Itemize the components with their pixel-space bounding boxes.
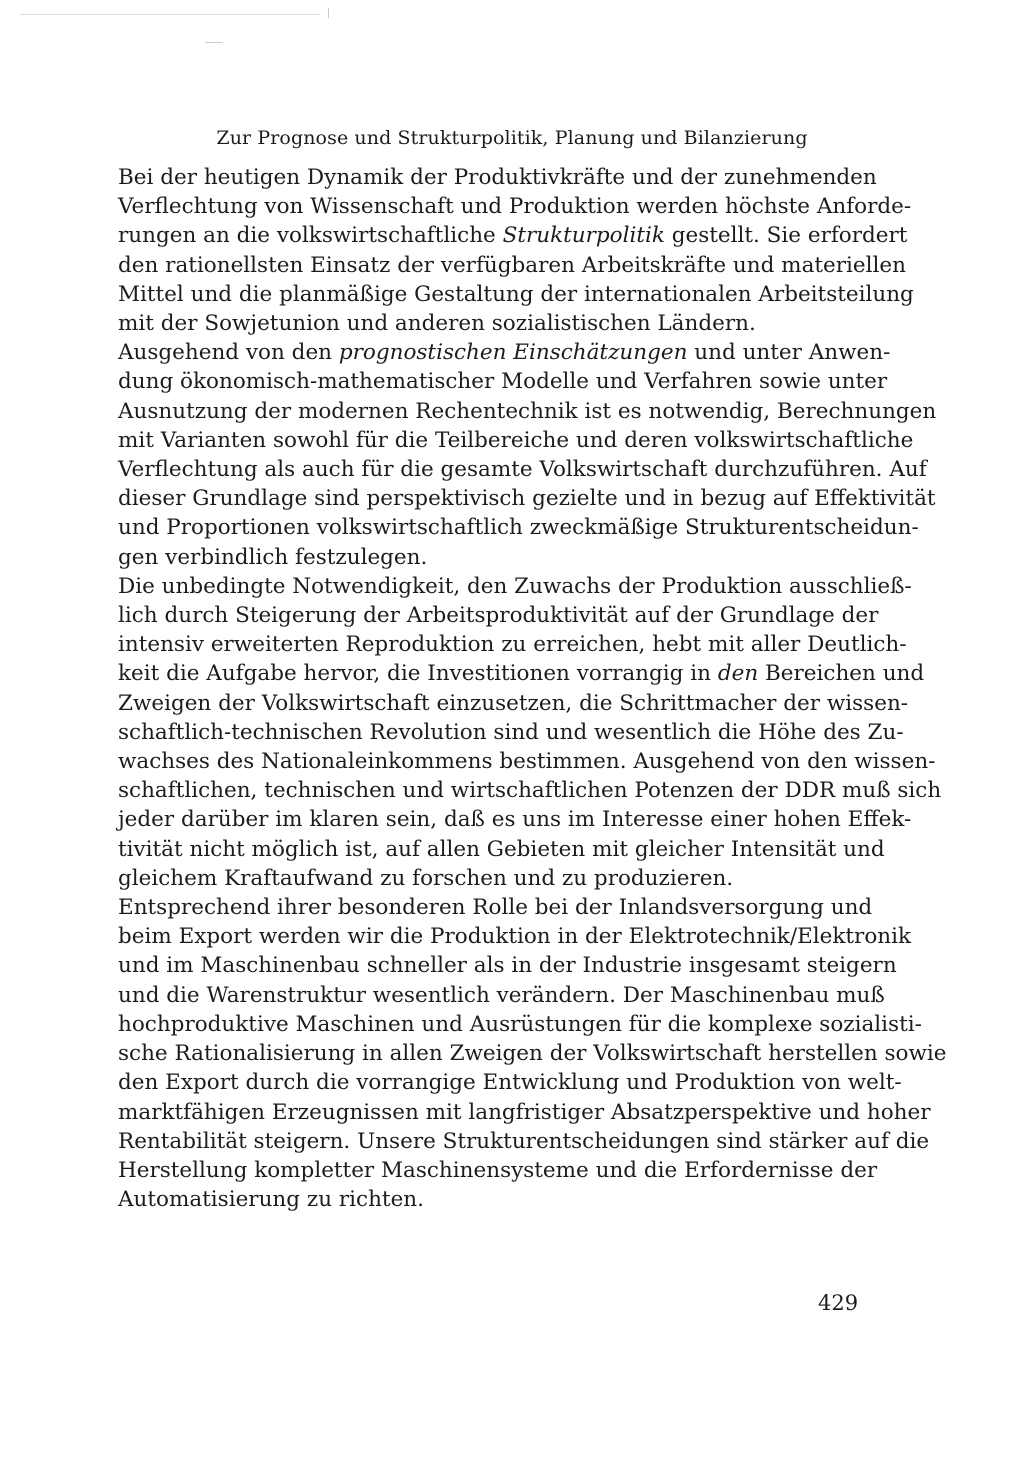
- text-line: und im Maschinenbau schneller als in der Industrie insgesamt steigern: [118, 953, 897, 979]
- text-line: jeder darüber im klaren sein, daß es uns im Interesse einer hohen Effek-: [118, 807, 912, 833]
- text-line: Ausnutzung der modernen Rechentechnik ist es notwendig, Berechnungen: [118, 398, 937, 424]
- scan-artifact-top-tick: [328, 8, 329, 18]
- running-header: Zur Prognose und Strukturpolitik, Planung und Bilanzierung: [216, 127, 808, 149]
- text-line: hochproduktive Maschinen und Ausrüstungen für die komplexe sozialisti-: [118, 1011, 922, 1037]
- text-line: Die unbedingte Notwendigkeit, den Zuwachs der Produktion ausschließ-: [118, 573, 912, 599]
- text-line: rungen an die volkswirtschaftliche Strukturpolitik gestellt. Sie erfordert: [118, 223, 908, 249]
- scan-artifact-dash: [205, 42, 223, 43]
- text-line: wachses des Nationaleinkommens bestimmen. Ausgehend von den wissen-: [118, 749, 936, 775]
- text-line: und Proportionen volkswirtschaftlich zweckmäßige Strukturentscheidun-: [118, 515, 919, 541]
- text-line: den Export durch die vorrangige Entwicklung und Produktion von welt-: [118, 1070, 902, 1096]
- text-line: den rationellsten Einsatz der verfügbaren Arbeitskräfte und materiellen: [118, 252, 906, 278]
- text-line: beim Export werden wir die Produktion in der Elektrotechnik/Elektronik: [118, 924, 912, 950]
- text-line: tivität nicht möglich ist, auf allen Gebieten mit gleicher Intensität und: [118, 836, 885, 862]
- text-line: Mittel und die planmäßige Gestaltung der internationalen Arbeitsteilung: [118, 281, 914, 307]
- text-line: sche Rationalisierung in allen Zweigen der Volkswirtschaft herstellen sowie: [118, 1041, 947, 1067]
- body-text: [118, 163, 947, 1214]
- paragraph: [118, 338, 937, 572]
- text-line: schaftlich-technischen Revolution sind und wesentlich die Höhe des Zu-: [118, 719, 904, 745]
- text-line: Zweigen der Volkswirtschaft einzusetzen, die Schrittmacher der wissen-: [118, 690, 909, 716]
- text-line: gen verbindlich festzulegen.: [118, 544, 428, 570]
- emphasis: den: [717, 661, 759, 687]
- text-line: und die Warenstruktur wesentlich verändern. Der Maschinenbau muß: [118, 982, 885, 1008]
- text-line: mit Varianten sowohl für die Teilbereiche und deren volkswirtschaftliche: [118, 427, 914, 453]
- text-line: Verflechtung von Wissenschaft und Produktion werden höchste Anforde-: [118, 194, 912, 220]
- text-line: schaftlichen, technischen und wirtschaftlichen Potenzen der DDR muß sich: [118, 778, 942, 804]
- text-line: gleichem Kraftaufwand zu forschen und zu produzieren.: [118, 865, 734, 891]
- text-line: marktfähigen Erzeugnissen mit langfristiger Absatzperspektive und hoher: [118, 1099, 931, 1125]
- text-line: Rentabilität steigern. Unsere Strukturentscheidungen sind stärker auf die: [118, 1128, 930, 1154]
- page-number: 429: [818, 1291, 859, 1315]
- text-line: Bei der heutigen Dynamik der Produktivkräfte und der zunehmenden: [118, 165, 877, 190]
- emphasis: prognostischen Einschätzungen: [338, 340, 688, 366]
- text-line: Automatisierung zu richten.: [118, 1187, 424, 1213]
- text-line: dung ökonomisch-mathematischer Modelle und Verfahren sowie unter: [118, 369, 888, 395]
- text-line: Ausgehend von den prognostischen Einschätzungen und unter Anwen-: [118, 340, 891, 366]
- emphasis: Strukturpolitik: [502, 223, 665, 249]
- text-line: keit die Aufgabe hervor, die Investitionen vorrangig in den Bereichen und: [118, 661, 925, 687]
- text-line: intensiv erweiterten Reproduktion zu erreichen, hebt mit aller Deutlich-: [118, 632, 907, 658]
- text-line: Entsprechend ihrer besonderen Rolle bei der Inlandsversorgung und: [118, 895, 873, 921]
- text-line: Herstellung kompletter Maschinensysteme und die Erfordernisse der: [118, 1157, 878, 1183]
- paragraph: [118, 572, 942, 893]
- paragraph: [118, 893, 947, 1214]
- text-line: mit der Sowjetunion und anderen sozialistischen Ländern.: [118, 311, 756, 337]
- text-line: dieser Grundlage sind perspektivisch gezielte und in bezug auf Effektivität: [118, 486, 936, 512]
- scan-artifact-top-line: [20, 14, 320, 15]
- paragraph: [118, 163, 914, 338]
- text-line: Verflechtung als auch für die gesamte Volkswirtschaft durchzuführen. Auf: [118, 457, 927, 483]
- text-line: lich durch Steigerung der Arbeitsproduktivität auf der Grundlage der: [118, 603, 879, 629]
